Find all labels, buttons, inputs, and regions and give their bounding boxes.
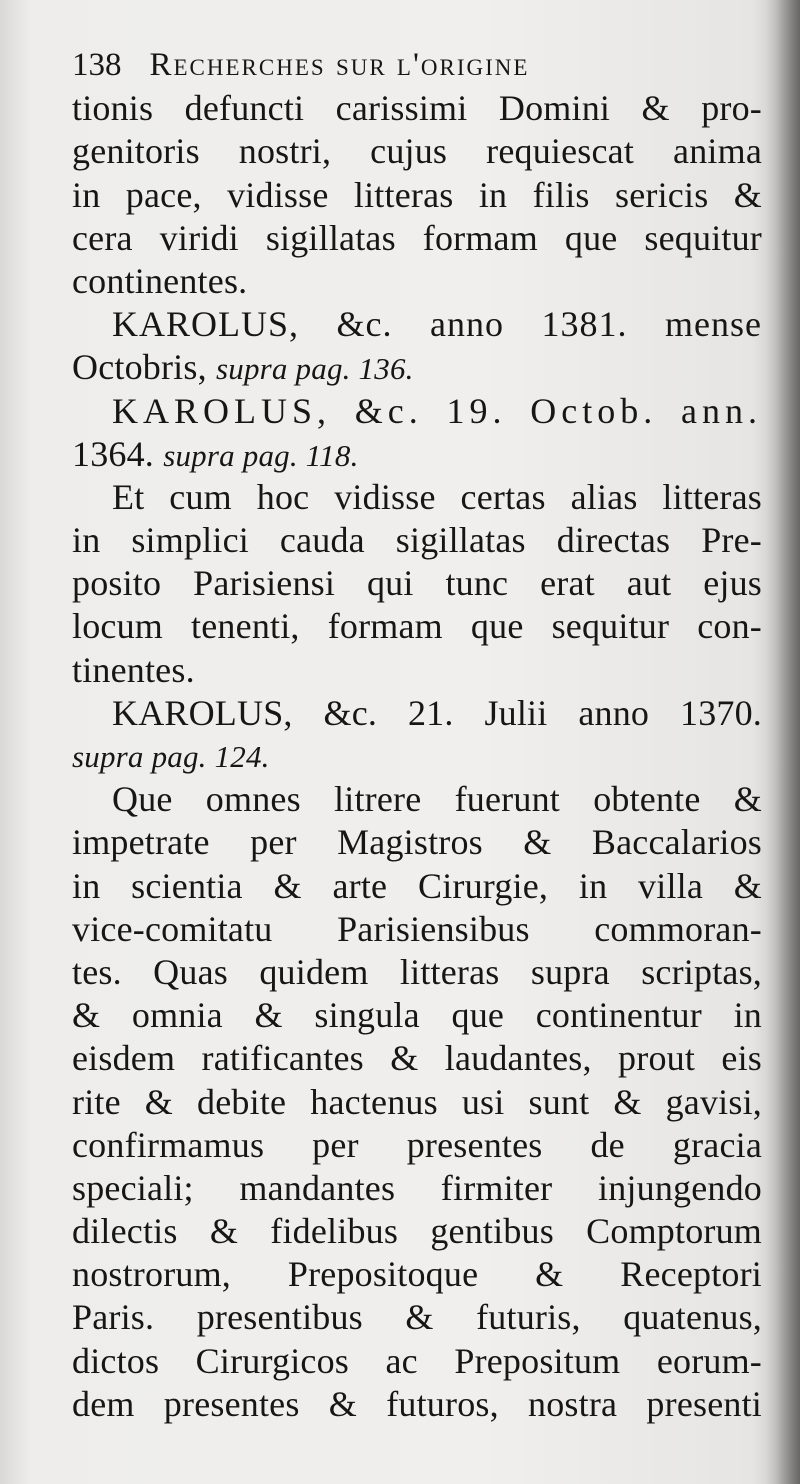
running-title: Recherches sur l'origine (149, 47, 530, 83)
text-fragment: Octobris, (72, 347, 216, 388)
text-line: dem presentes & futuros, nostra presenti (72, 1383, 762, 1424)
page-reference: supra pag. 124. (72, 739, 270, 774)
text-line: tionis defuncti carissimi Domini & pro- (72, 88, 762, 129)
running-header (72, 44, 762, 87)
text-line: Et cum hoc vidisse certas alias litteras (112, 476, 762, 517)
text-line: tinentes. (72, 649, 195, 690)
text-line: impetrate per Magistros & Baccalarios (72, 822, 762, 863)
text-line: KAROLUS, &c. 21. Julii anno 1370. (112, 692, 762, 733)
page-gutter-shadow (766, 0, 800, 1484)
text-line-with-ref (72, 346, 762, 389)
text-line: KAROLUS, &c. 19. Octob. ann. (112, 390, 762, 431)
text-line: confirmamus per presentes de gracia (72, 1124, 762, 1165)
text-line: & omnia & singula que continentur in (72, 995, 762, 1036)
text-line: genitoris nostri, cujus requiescat anima (72, 131, 762, 172)
text-line: nostrorum, Prepositoque & Receptori (72, 1254, 762, 1295)
text-line: vice-comitatu Parisiensibus commoran- (72, 908, 762, 949)
text-line-with-ref (72, 433, 762, 476)
text-line: speciali; mandantes firmiter injungendo (72, 1167, 762, 1208)
text-line: in scientia & arte Cirurgie, in villa & (72, 865, 762, 906)
page-number: 138 (72, 47, 122, 83)
text-line: KAROLUS, &c. anno 1381. mense (112, 304, 762, 345)
text-line: tes. Quas quidem litteras supra scriptas, (72, 951, 762, 992)
page-text (72, 44, 762, 1426)
text-line: locum tenenti, formam que sequitur con- (72, 606, 762, 647)
page-reference: supra pag. 136. (215, 351, 414, 387)
text-line: posito Parisiensi qui tunc erat aut ejus (72, 563, 762, 604)
text-line: eisdem ratificantes & laudantes, prout eis (72, 1038, 762, 1079)
text-line: in simplici cauda sigillatas directas Pre- (72, 520, 762, 561)
text-line: dilectis & fidelibus gentibus Comptorum (72, 1211, 762, 1252)
text-line: rite & debite hactenus usi sunt & gavisi, (72, 1081, 762, 1122)
text-fragment: 1364. (72, 433, 164, 474)
text-line: dictos Cirurgicos ac Prepositum eorum- (72, 1340, 762, 1381)
text-line: cera viridi sigillatas formam que sequitur (72, 217, 762, 258)
text-line: Que omnes litrere fuerunt obtente & (112, 779, 762, 820)
text-line: continentes. (72, 260, 248, 301)
text-line: Paris. presentibus & futuris, quatenus, (72, 1297, 762, 1338)
text-line: in pace, vidisse litteras in filis sericis & (72, 174, 762, 215)
page-reference: supra pag. 118. (163, 437, 359, 473)
